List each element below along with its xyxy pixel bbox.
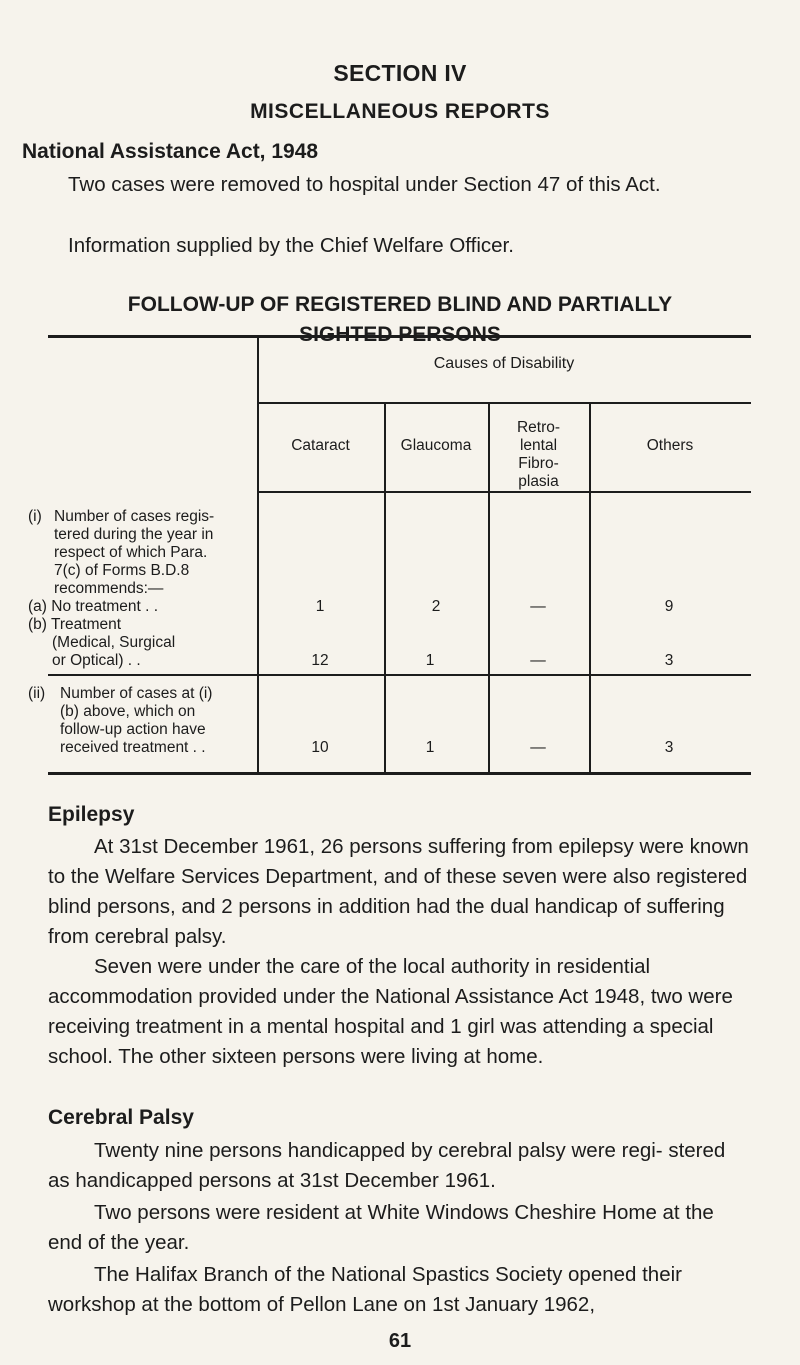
cell-ib-others: 3 bbox=[664, 652, 674, 669]
page-title: MISCELLANEOUS REPORTS bbox=[250, 100, 550, 123]
cell-ib-cataract: 12 bbox=[311, 652, 329, 669]
group-header: Causes of Disability bbox=[433, 355, 575, 372]
cell-ib-rlf: — bbox=[530, 652, 546, 669]
table-hrule-under-group bbox=[257, 402, 751, 404]
cell-ia-glaucoma: 2 bbox=[431, 598, 441, 615]
epilepsy-text-1: At 31st December 1961, 26 persons suffering from epilepsy were known to the Welfare Services Department, and of these seven were also registered blind persons, and 2 persons in addition had the dual handicap of suffering from cerebral palsy. bbox=[48, 835, 749, 948]
cerebral-palsy-paragraph-2 bbox=[48, 1198, 750, 1258]
column-header-glaucoma: Glaucoma bbox=[400, 437, 472, 454]
national-assistance-text-1: Two cases were removed to hospital under Section 47 of this Act. bbox=[68, 173, 661, 196]
row-i-b-label bbox=[28, 616, 254, 670]
row-i-b-label-line-3: or Optical) . . bbox=[52, 652, 141, 669]
cerebral-palsy-heading: Cerebral Palsy bbox=[48, 1106, 194, 1129]
cell-ii-glaucoma: 1 bbox=[425, 739, 435, 756]
column-header-rlf-line-1: Retro- bbox=[516, 419, 561, 436]
cell-ii-others: 3 bbox=[664, 739, 674, 756]
column-header-others: Others bbox=[646, 437, 694, 454]
cell-ii-cataract: 10 bbox=[311, 739, 329, 756]
column-header-rlf bbox=[488, 419, 589, 491]
cell-ii-rlf: — bbox=[530, 739, 546, 756]
national-assistance-paragraph-2 bbox=[22, 231, 750, 261]
cell-ib-glaucoma: 1 bbox=[425, 652, 435, 669]
row-i-label-line-3: respect of which Para. bbox=[54, 544, 208, 561]
table-bottom-rule bbox=[48, 772, 751, 775]
row-i-b-label-line-1: (b) Treatment bbox=[28, 616, 122, 633]
row-i-label bbox=[54, 508, 254, 598]
row-ii-label-line-4: received treatment . . bbox=[60, 739, 206, 756]
row-i-a-label: (a) No treatment . . bbox=[28, 598, 159, 615]
epilepsy-heading: Epilepsy bbox=[48, 803, 135, 826]
cell-ia-cataract: 1 bbox=[315, 598, 325, 615]
epilepsy-paragraph-2 bbox=[48, 952, 750, 1072]
national-assistance-text-2: Information supplied by the Chief Welfare Officer. bbox=[68, 234, 514, 257]
blind-followup-table bbox=[28, 335, 751, 775]
column-header-cataract: Cataract bbox=[291, 437, 350, 454]
table-vrule-4 bbox=[589, 402, 591, 772]
column-header-rlf-line-2: lental bbox=[519, 437, 558, 454]
row-i-label-line-1: Number of cases regis- bbox=[54, 508, 215, 525]
national-assistance-paragraph-1 bbox=[22, 170, 750, 200]
table-top-rule bbox=[48, 335, 751, 338]
row-i-number: (i) bbox=[28, 508, 42, 525]
cerebral-palsy-text-3: The Halifax Branch of the National Spastics Society opened their workshop at the bottom of Pellon Lane on 1st January 1962, bbox=[48, 1263, 682, 1316]
row-i-label-line-2: tered during the year in bbox=[54, 526, 214, 543]
epilepsy-text-2: Seven were under the care of the local authority in residential accommodation provided under the National Assistance Act 1948, two were receiving treatment in a mental hospital and 1 girl was attending a special school. The other sixteen persons were living at home. bbox=[48, 955, 733, 1068]
row-ii-label-line-3: follow-up action have bbox=[60, 721, 206, 738]
column-header-rlf-line-3: Fibro- bbox=[518, 455, 559, 472]
cell-ia-others: 9 bbox=[664, 598, 674, 615]
blind-title-line-1: FOLLOW-UP OF REGISTERED BLIND AND PARTIALLY bbox=[127, 293, 673, 316]
row-ii-label-line-1: Number of cases at (i) bbox=[60, 685, 213, 702]
row-ii-number: (ii) bbox=[28, 685, 46, 702]
row-i-label-line-5: recommends:— bbox=[54, 580, 164, 597]
epilepsy-paragraph-1 bbox=[48, 832, 750, 952]
column-header-rlf-line-4: plasia bbox=[518, 473, 559, 490]
cerebral-palsy-text-1: Twenty nine persons handicapped by cerebral palsy were regi- stered as handicapped persons at 31st December 1961. bbox=[48, 1139, 726, 1192]
page-number: 61 bbox=[388, 1330, 412, 1352]
table-hrule-under-columns bbox=[257, 491, 751, 493]
table-hrule-row-divider bbox=[48, 674, 751, 676]
row-i-label-line-4: 7(c) of Forms B.D.8 bbox=[54, 562, 190, 579]
cerebral-palsy-paragraph-3 bbox=[48, 1260, 750, 1320]
row-ii-label-line-2: (b) above, which on bbox=[60, 703, 196, 720]
row-i-b-label-line-2: (Medical, Surgical bbox=[52, 634, 176, 651]
row-ii-label bbox=[60, 685, 256, 757]
national-assistance-heading: National Assistance Act, 1948 bbox=[22, 140, 319, 163]
cell-ia-rlf: — bbox=[530, 598, 546, 615]
cerebral-palsy-paragraph-1 bbox=[48, 1136, 750, 1196]
section-title: SECTION IV bbox=[333, 60, 467, 86]
cerebral-palsy-text-2: Two persons were resident at White Windows Cheshire Home at the end of the year. bbox=[48, 1201, 714, 1254]
table-vrule-2 bbox=[384, 402, 386, 772]
